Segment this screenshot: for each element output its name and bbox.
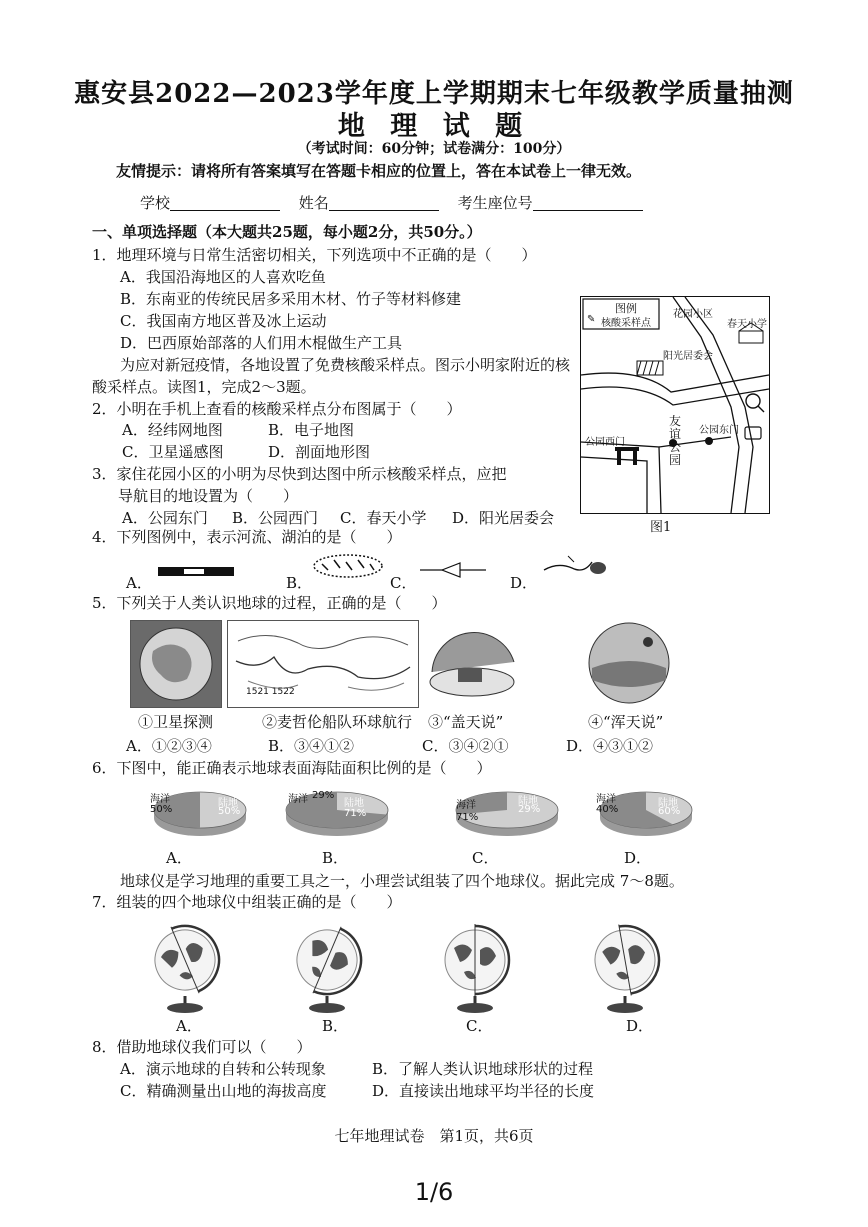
q5-option-d: D．④③①②: [566, 737, 654, 755]
figure-1-caption: 图1: [650, 520, 672, 535]
pie-d-land-label: 陆地: [658, 798, 678, 809]
q3-stem-1: 3．家住花园小区的小明为尽快到达图中所示核酸采样点，应把: [92, 465, 507, 483]
q4-option-a: A．: [126, 574, 152, 592]
legend-sample-icon: ✎: [587, 314, 596, 325]
q3-stem-2: 导航目的地设置为（ ）: [118, 487, 299, 505]
q3-option-b: B．公园西门: [232, 509, 319, 527]
q6-option-c: C．: [472, 849, 499, 867]
notice: 友情提示：请将所有答案填写在答题卡相应的位置上，答在本试卷上一律无效。: [116, 162, 642, 180]
section-title: 一、单项选择题（本大题共25题，每小题2分，共50分。）: [92, 223, 482, 241]
q6-chart-c: [452, 786, 562, 842]
q7-option-c: C．: [466, 1017, 493, 1035]
pie-b-land-label: 陆地: [344, 798, 364, 809]
q5-image-gaitian: [424, 622, 520, 706]
name-label: 姓名: [298, 194, 329, 212]
pie-b-land-pct: 71%: [344, 808, 367, 819]
figure-1-map: [580, 296, 770, 514]
globe-stand-base: [607, 1003, 643, 1013]
map-committee-label: 阳光居委会: [663, 351, 713, 362]
q1-option-d: D．巴西原始部落的人们用木棍做生产工具: [120, 334, 403, 352]
q5-image-huntian: [584, 618, 674, 708]
q2-option-d: D．剖面地形图: [268, 443, 371, 461]
q5-image-magellan-map: [227, 620, 419, 708]
q5-caption-3: ③“盖天说”: [428, 713, 504, 731]
q5-option-c: C．③④②①: [422, 737, 509, 755]
seat-blank[interactable]: [533, 194, 643, 211]
q4-forest-symbol: [312, 552, 384, 580]
q6-chart-a: [150, 786, 250, 842]
q8-stem: 8．借助地球仪我们可以（ ）: [92, 1038, 312, 1056]
globe-stand-base: [309, 1003, 345, 1013]
q5-stem: 5．下列关于人类认识地球的过程，正确的是（ ）: [92, 594, 447, 612]
page-footer: 七年地理试卷 第1页，共6页: [334, 1127, 534, 1145]
q8-option-b: B．了解人类认识地球形状的过程: [372, 1060, 594, 1078]
map-park-west-label: 公园西门: [585, 437, 625, 448]
q8-option-c: C．精确测量出山地的海拔高度: [120, 1082, 327, 1100]
map-park-east-label: 公园东门: [699, 425, 739, 436]
map-garden-label: 花园小区: [673, 309, 713, 320]
globe-body: [285, 920, 372, 1006]
q2-option-c: C．卫星遥感图: [122, 443, 224, 461]
q7-stem: 7．组装的四个地球仪中组装正确的是（ ）: [92, 893, 402, 911]
q6-stem: 6．下图中，能正确表示地球表面海陆面积比例的是（ ）: [92, 759, 492, 777]
q7-globe-c: [430, 920, 520, 1016]
page-number: 1/6: [414, 1178, 454, 1206]
q6-option-a: A．: [166, 849, 192, 867]
globe-stand-base: [457, 1003, 493, 1013]
q7-globe-a: [140, 920, 230, 1016]
pie-d-land-pct: 60%: [658, 806, 681, 817]
q2-option-a: A．经纬网地图: [122, 421, 223, 439]
q3-option-d: D．阳光居委会: [452, 509, 555, 527]
q5-option-a: A．①②③④: [126, 737, 212, 755]
q5-caption-2: ②麦哲伦船队环球航行: [262, 713, 413, 731]
intro-78: 地球仪是学习地理的重要工具之一，小理尝试组装了四个地球仪。据此完成 7～8题。: [120, 872, 684, 890]
name-blank[interactable]: [329, 194, 439, 211]
pie-a-land-label: 陆地: [218, 798, 238, 809]
map-park-label: 友谊公园: [669, 414, 682, 467]
q7-option-d: D．: [626, 1017, 654, 1035]
exam-info: （考试时间：60分钟；试卷满分：100分）: [297, 141, 571, 157]
globe-body: [143, 920, 230, 1005]
q6-option-b: B．: [322, 849, 349, 867]
map-school-label: 春天小学: [727, 319, 767, 330]
pie-d-ocean-label: 海洋: [596, 794, 616, 805]
q5-caption-1: ①卫星探测: [138, 713, 214, 731]
pie-a-ocean-label: 海洋: [150, 794, 170, 805]
q4-option-c: C．: [390, 574, 417, 592]
pie-a-land-pct: 50%: [218, 806, 241, 817]
q4-option-d: D．: [510, 574, 538, 592]
q7-globe-b: [282, 920, 372, 1016]
q4-option-b: B．: [286, 574, 313, 592]
seat-label: 考生座位号: [457, 194, 533, 212]
q1-option-a: A．我国沿海地区的人喜欢吃鱼: [120, 268, 326, 286]
exam-title: 惠安县2022—2023学年度上学期期末七年级教学质量抽测: [74, 79, 794, 109]
q5-caption-4: ④“浑天说”: [588, 713, 664, 731]
q4-railway-symbol: [156, 562, 236, 582]
map-legend-item: 核酸采样点: [601, 318, 651, 329]
q2-stem: 2．小明在手机上查看的核酸采样点分布图属于（ ）: [92, 400, 462, 418]
q5-option-b: B．③④①②: [268, 737, 355, 755]
q3-option-c: C．春天小学: [340, 509, 427, 527]
pie-b-ocean-pct: 29%: [312, 790, 335, 801]
q6-chart-b: [282, 786, 392, 842]
globe-stand-base: [167, 1003, 203, 1013]
pie-c-ocean-pct: 71%: [456, 812, 479, 823]
school-blank[interactable]: [170, 194, 280, 211]
pie-c-land-pct: 29%: [518, 804, 541, 815]
q5-image-satellite: [130, 620, 222, 708]
q7-option-b: B．: [322, 1017, 349, 1035]
q8-option-a: A．演示地球的自转和公转现象: [120, 1060, 326, 1078]
q8-option-d: D．直接读出地球平均半径的长度: [372, 1082, 595, 1100]
q3-option-a: A．公园东门: [122, 509, 208, 527]
q7-option-a: A．: [176, 1017, 202, 1035]
q1-option-b: B．东南亚的传统民居多采用木材、竹子等材料修建: [120, 290, 462, 308]
q6-chart-d: [596, 786, 696, 842]
globe-body: [445, 924, 509, 996]
pie-c-ocean-label: 海洋: [456, 800, 476, 811]
q6-option-d: D．: [624, 849, 652, 867]
school-label: 学校: [140, 194, 171, 212]
q4-stem: 4．下列图例中，表示河流、湖泊的是（ ）: [92, 528, 402, 546]
map-legend-title: 图例: [615, 302, 637, 315]
q1-option-c: C．我国南方地区普及冰上运动: [120, 312, 327, 330]
map-year-label: 1521 1522: [246, 687, 295, 697]
pie-c-land-label: 陆地: [518, 796, 538, 807]
pie-d-ocean-pct: 40%: [596, 804, 619, 815]
student-fields: [140, 192, 657, 213]
globe-body: [589, 920, 665, 1001]
q4-river-lake-symbol: [540, 552, 610, 582]
intro-23-line1: 为应对新冠疫情，各地设置了免费核酸采样点。图示小明家附近的核: [120, 356, 571, 374]
q1-stem: 1．地理环境与日常生活密切相关，下列选项中不正确的是（ ）: [92, 246, 537, 264]
q7-globe-d: [580, 920, 670, 1016]
earth-photo-icon: [131, 621, 221, 707]
pie-a-ocean-pct: 50%: [150, 804, 173, 815]
exam-subject: 地 理 试 题: [337, 111, 531, 142]
q2-option-b: B．电子地图: [268, 421, 355, 439]
intro-23-line2: 酸采样点。读图1，完成2～3题。: [92, 378, 316, 396]
q4-boundary-symbol: [418, 560, 488, 580]
pie-b-ocean-label: 海洋: [288, 794, 308, 805]
